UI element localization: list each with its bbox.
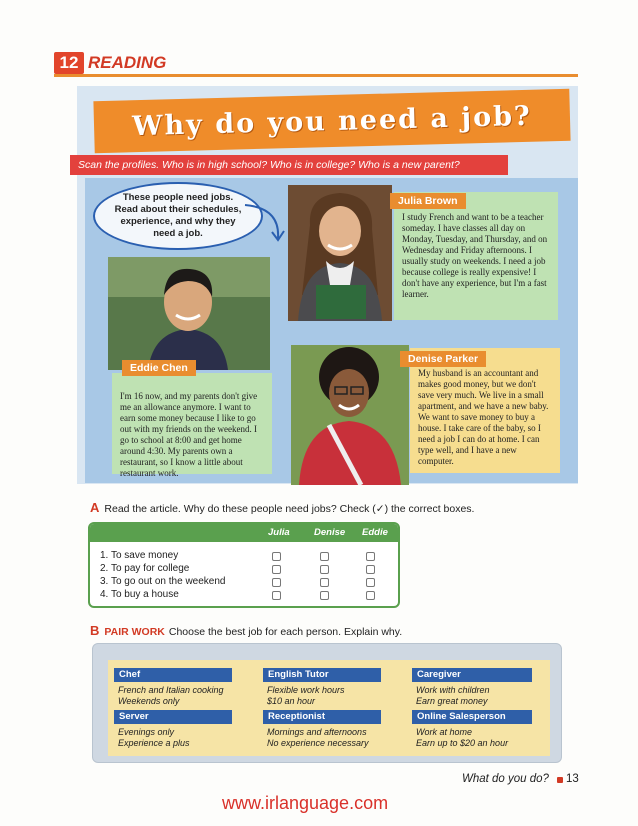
- activity-a-instruction: [90, 500, 474, 515]
- job-title-online-salesperson: Online Salesperson: [412, 710, 532, 724]
- denise-profile-text: My husband is an accountant and makes good money, but we don't save very much. We live in a small apartment, and we have a new baby. We want to save money to buy a house. I take care of the baby, so I need a job I can do at home. I can type well, and I have a new computer.: [418, 368, 549, 466]
- checkbox-julia-2[interactable]: [272, 565, 281, 574]
- job-detail-server-1: Evenings only: [118, 727, 175, 737]
- job-title-english-tutor: English Tutor: [263, 668, 381, 682]
- reasons-table-header: [90, 524, 398, 542]
- unit-number-badge: 12: [54, 52, 84, 74]
- julia-profile-card: [394, 192, 558, 320]
- checkbox-julia-4[interactable]: [272, 591, 281, 600]
- job-detail-english-tutor-1: Flexible work hours: [267, 685, 345, 695]
- checkbox-denise-1[interactable]: [320, 552, 329, 561]
- checkbox-julia-3[interactable]: [272, 578, 281, 587]
- checkbox-denise-4[interactable]: [320, 591, 329, 600]
- activity-b-instruction: [90, 623, 402, 638]
- pair-work-label: PAIR WORK: [104, 626, 165, 638]
- denise-name-tag: Denise Parker: [400, 351, 486, 367]
- job-title-caregiver: Caregiver: [412, 668, 532, 682]
- column-header-julia: Julia: [268, 527, 290, 538]
- checkbox-julia-1[interactable]: [272, 552, 281, 561]
- julia-photo: [288, 185, 392, 321]
- header-divider: [54, 74, 578, 77]
- reason-row-1: 1. To save money: [100, 550, 179, 561]
- checkbox-eddie-4[interactable]: [366, 591, 375, 600]
- job-detail-english-tutor-2: $10 an hour: [267, 696, 316, 706]
- job-detail-caregiver-2: Earn great money: [416, 696, 488, 706]
- footer-bullet-icon: [557, 777, 563, 783]
- job-title-server: Server: [114, 710, 232, 724]
- job-detail-server-2: Experience a plus: [118, 738, 190, 748]
- reason-row-2: 2. To pay for college: [100, 563, 190, 574]
- job-detail-chef-2: Weekends only: [118, 696, 180, 706]
- job-detail-receptionist-2: No experience necessary: [267, 738, 369, 748]
- eddie-profile-text: I'm 16 now, and my parents don't give me an allowance anymore. I want to earn some money because I like to go out with my friends on the weekend. I go to school at 8:00 and get home around 4:30. My parents own a restaurant, so I know a little about restaurant work.: [120, 391, 258, 478]
- checkbox-eddie-3[interactable]: [366, 578, 375, 587]
- activity-a-letter: A: [90, 500, 100, 515]
- checkbox-denise-3[interactable]: [320, 578, 329, 587]
- activity-b-text: Choose the best job for each person. Explain why.: [168, 626, 403, 638]
- column-header-eddie: Eddie: [362, 527, 388, 538]
- intro-bubble: [93, 182, 263, 250]
- reason-row-4: 4. To buy a house: [100, 589, 179, 600]
- julia-profile-text: I study French and want to be a teacher someday. I have classes all day on Monday, Tuesday, and Thursday, and on Wednesday and Friday afternoons. I usually study on weekends. I need a job because college is really expensive! I don't have any experience, but I'm a fast learner.: [402, 212, 548, 299]
- footer-question: What do you do?: [462, 773, 549, 785]
- reason-row-3: 3. To go out on the weekend: [100, 576, 226, 587]
- job-title-chef: Chef: [114, 668, 232, 682]
- job-detail-caregiver-1: Work with children: [416, 685, 490, 695]
- denise-photo: [291, 345, 409, 485]
- article-title: Why do you need a job?: [131, 100, 533, 142]
- section-title: READING: [88, 53, 167, 72]
- job-detail-receptionist-1: Mornings and afternoons: [267, 727, 367, 737]
- reasons-table: [88, 522, 400, 608]
- activity-b-letter: B: [90, 623, 100, 638]
- curved-arrow-icon: [240, 200, 290, 245]
- scan-prompt: Scan the profiles. Who is in high school? Who is in college? Who is a new parent?: [70, 155, 508, 175]
- checkbox-eddie-1[interactable]: [366, 552, 375, 561]
- eddie-name-tag: Eddie Chen: [122, 360, 196, 376]
- job-detail-online-salesperson-1: Work at home: [416, 727, 473, 737]
- job-detail-online-salesperson-2: Earn up to $20 an hour: [416, 738, 509, 748]
- checkbox-eddie-2[interactable]: [366, 565, 375, 574]
- julia-name-tag: Julia Brown: [390, 193, 466, 209]
- eddie-profile-card: [112, 373, 272, 478]
- column-header-denise: Denise: [314, 527, 346, 538]
- page-number: 13: [566, 773, 579, 785]
- eddie-photo: [108, 257, 270, 370]
- job-detail-chef-1: French and Italian cooking: [118, 685, 224, 695]
- watermark-url: www.irlanguage.com: [222, 793, 389, 813]
- checkbox-denise-2[interactable]: [320, 565, 329, 574]
- job-title-receptionist: Receptionist: [263, 710, 381, 724]
- intro-text: These people need jobs. Read about their schedules, experience, and why they need a job.: [114, 192, 242, 239]
- activity-a-text: Read the article. Why do these people need jobs? Check (✓) the correct boxes.: [104, 503, 475, 515]
